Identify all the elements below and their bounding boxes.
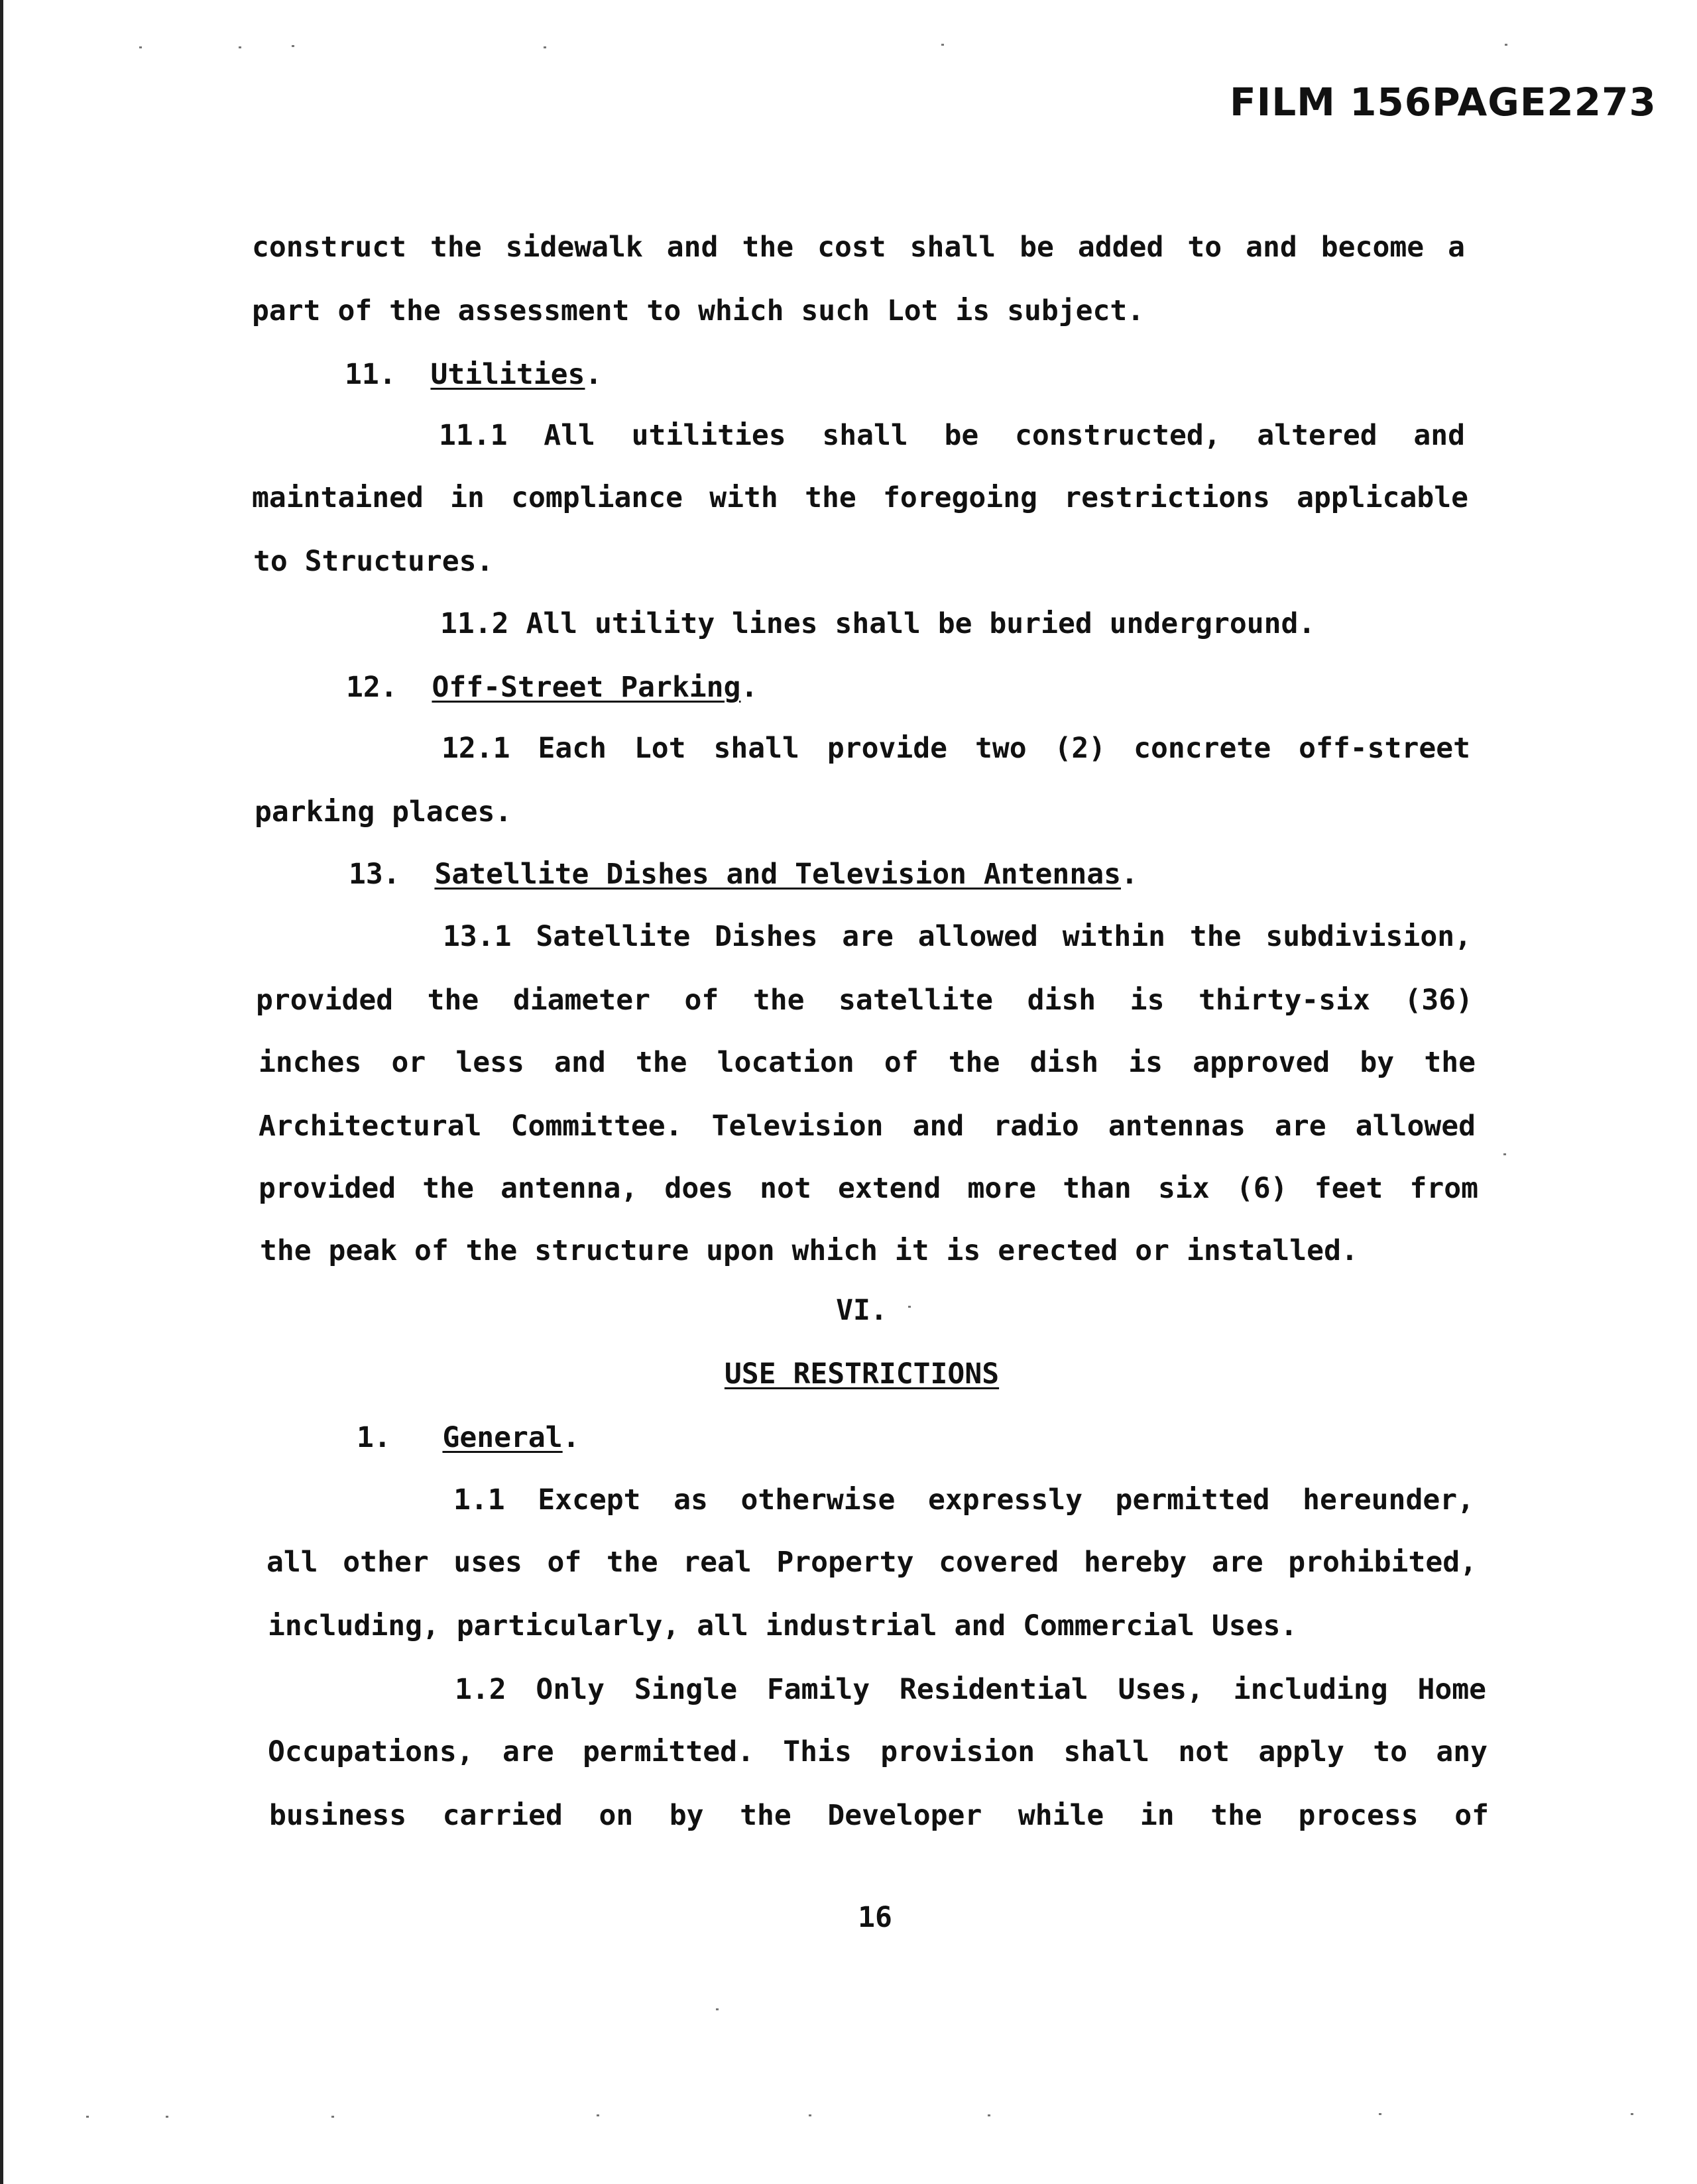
scan-speck xyxy=(908,1306,911,1308)
scan-speck xyxy=(1379,2113,1381,2115)
section-number: 13. xyxy=(349,858,400,891)
text-line: 1.1 Except as otherwise expressly permitted hereunder, xyxy=(453,1483,1474,1517)
section-heading-13 xyxy=(349,858,1138,891)
text-line: Occupations, are permitted. This provision shall not apply to any xyxy=(268,1735,1488,1768)
section-number: 12. xyxy=(346,671,398,704)
text-line: business carried on by the Developer while in the process of xyxy=(269,1799,1489,1832)
section-number: 11. xyxy=(345,358,396,391)
scan-speck xyxy=(1505,44,1507,46)
section-heading-12 xyxy=(346,671,758,704)
scan-speck xyxy=(1503,1153,1506,1155)
scan-speck xyxy=(941,44,944,46)
scan-speck xyxy=(86,2116,89,2118)
scan-speck xyxy=(716,2008,719,2010)
text-line: provided the diameter of the satellite dish is thirty-six (36) xyxy=(256,984,1473,1017)
scan-speck xyxy=(331,2116,334,2118)
text-line: part of the assessment to which such Lot is subject. xyxy=(252,294,1145,327)
period: . xyxy=(562,1421,580,1454)
scan-speck xyxy=(988,2114,990,2116)
scan-speck xyxy=(239,46,241,48)
scan-speck xyxy=(166,2116,168,2118)
text-line: maintained in compliance with the foregoing restrictions applicable xyxy=(252,481,1468,514)
text-line: 1.2 Only Single Family Residential Uses, including Home xyxy=(455,1673,1486,1706)
text-line: parking places. xyxy=(255,795,512,829)
scan-speck xyxy=(544,46,546,48)
recording-stamp: FILM 156PAGE2273 xyxy=(1230,80,1657,125)
scan-speck xyxy=(292,45,294,47)
text-line: 11.2 All utility lines shall be buried underground. xyxy=(440,607,1316,640)
text-line: 11.1 All utilities shall be constructed, altered and xyxy=(439,419,1465,452)
scan-speck xyxy=(1631,2113,1633,2115)
page-number: 16 xyxy=(858,1901,892,1934)
scan-speck xyxy=(597,2114,599,2116)
scan-left-edge xyxy=(0,0,3,2184)
section-heading-11 xyxy=(345,358,602,391)
section-title: Off-Street Parking xyxy=(432,671,741,704)
text-line: inches or less and the location of the dish is approved by the xyxy=(259,1046,1476,1079)
article-title: USE RESTRICTIONS xyxy=(724,1357,1000,1391)
section-title: Satellite Dishes and Television Antennas xyxy=(434,858,1121,891)
scan-speck xyxy=(139,46,142,48)
section-title: General xyxy=(442,1421,563,1454)
period: . xyxy=(585,358,603,391)
section-number: 1. xyxy=(357,1421,391,1454)
text-line: 13.1 Satellite Dishes are allowed within the subdivision, xyxy=(443,920,1472,953)
text-line: 12.1 Each Lot shall provide two (2) concrete off-street xyxy=(441,732,1470,765)
article-number: VI. xyxy=(836,1294,888,1327)
text-line: construct the sidewalk and the cost shall be added to and become a xyxy=(252,231,1465,264)
scan-speck xyxy=(809,2114,811,2116)
period: . xyxy=(740,671,758,704)
text-line: Architectural Committee. Television and radio antennas are allowed xyxy=(259,1110,1476,1143)
text-line: to Structures. xyxy=(253,545,494,578)
text-line: including, particularly, all industrial and Commercial Uses. xyxy=(268,1609,1298,1642)
period: . xyxy=(1120,858,1138,891)
text-line: the peak of the structure upon which it is erected or installed. xyxy=(260,1234,1358,1267)
text-line: all other uses of the real Property covered hereby are prohibited, xyxy=(266,1546,1477,1579)
section-title: Utilities xyxy=(430,358,585,391)
text-line: provided the antenna, does not extend more than six (6) feet from xyxy=(259,1172,1478,1205)
section-heading-general xyxy=(357,1421,580,1454)
